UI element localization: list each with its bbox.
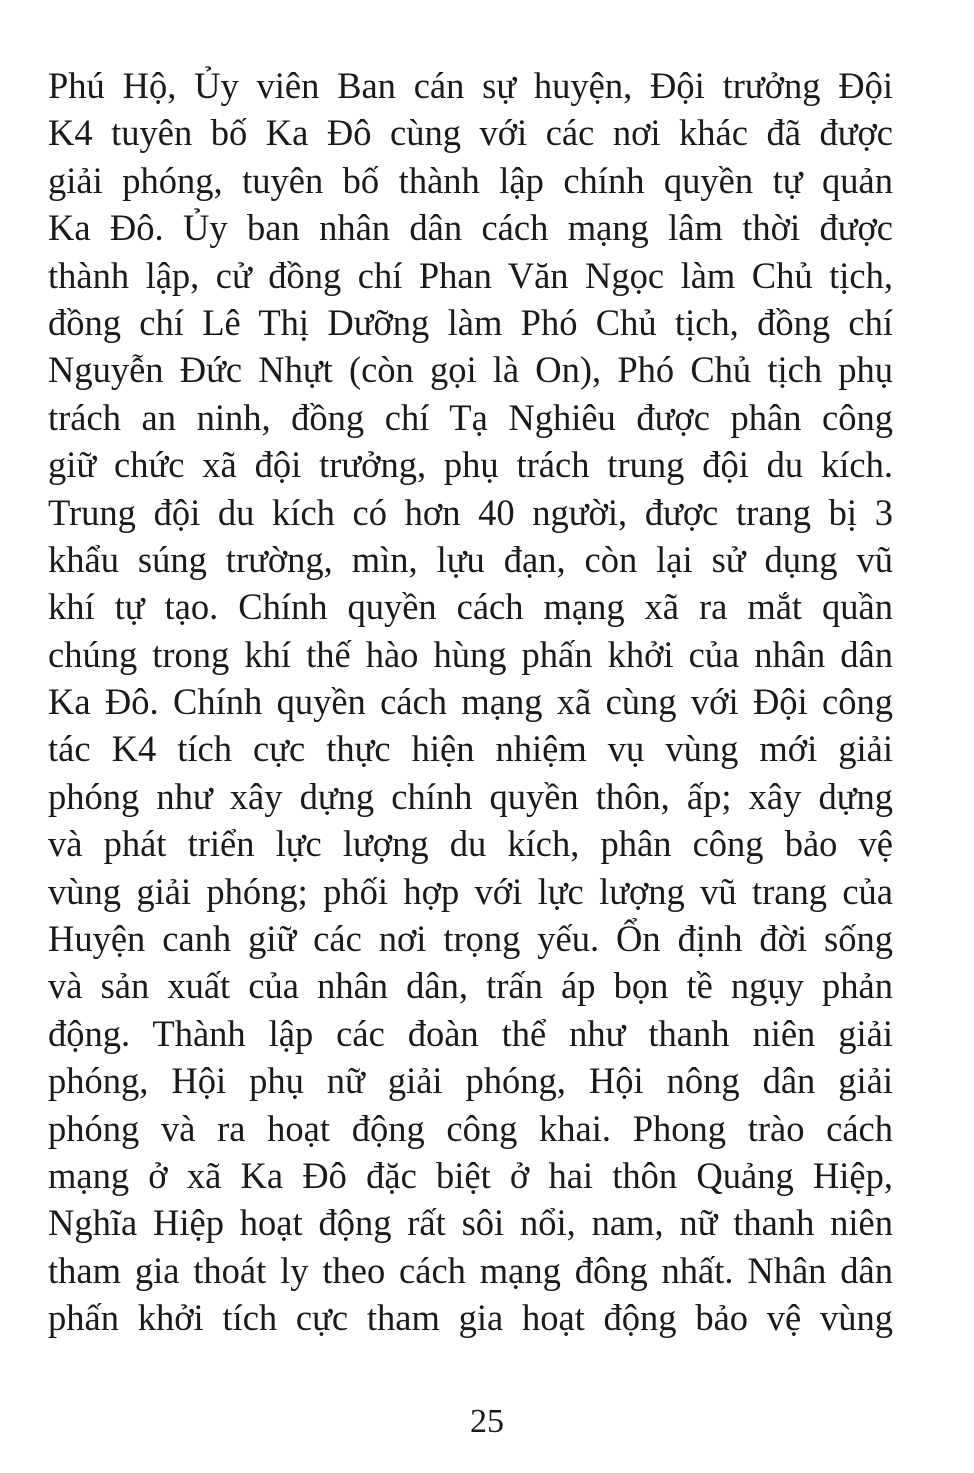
text-line: Ka Đô. Chính quyền cách mạng xã cùng với Đội công bbox=[48, 681, 893, 723]
text-line: trách an ninh, đồng chí Tạ Nghiêu được phân công bbox=[48, 396, 893, 438]
text-line: Nguyễn Đức Nhựt (còn gọi là On), Phó Chủ tịch phụ bbox=[48, 349, 893, 391]
text-line: thành lập, cử đồng chí Phan Văn Ngọc làm Chủ tịch, bbox=[48, 254, 893, 296]
text-line: Huyện canh giữ các nơi trọng yếu. Ổn định đời sống bbox=[48, 918, 893, 960]
text-line: phóng, Hội phụ nữ giải phóng, Hội nông dân giải bbox=[48, 1060, 893, 1102]
text-line: động. Thành lập các đoàn thể như thanh niên giải bbox=[48, 1012, 893, 1054]
text-line: đồng chí Lê Thị Dưỡng làm Phó Chủ tịch, đồng chí bbox=[48, 301, 893, 343]
text-line: Nghĩa Hiệp hoạt động rất sôi nổi, nam, nữ thanh niên bbox=[48, 1202, 893, 1244]
text-line: phóng như xây dựng chính quyền thôn, ấp; xây dựng bbox=[48, 775, 893, 817]
text-line: tham gia thoát ly theo cách mạng đông nhất. Nhân dân bbox=[48, 1249, 893, 1291]
page-number: 25 bbox=[470, 1403, 504, 1440]
text-line: Phú Hộ, Ủy viên Ban cán sự huyện, Đội trưởng Đội bbox=[48, 65, 893, 106]
text-line: phấn khởi tích cực tham gia hoạt động bảo vệ vùng bbox=[48, 1297, 893, 1339]
text-line: chúng trong khí thế hào hùng phấn khởi của nhân dân bbox=[48, 633, 893, 675]
text-line: khí tự tạo. Chính quyền cách mạng xã ra mắt quần bbox=[48, 586, 893, 628]
text-line: Trung đội du kích có hơn 40 người, được trang bị 3 bbox=[48, 491, 893, 533]
body-text bbox=[48, 62, 893, 1342]
text-line: tác K4 tích cực thực hiện nhiệm vụ vùng mới giải bbox=[48, 728, 893, 770]
text-line: phóng và ra hoạt động công khai. Phong trào cách bbox=[48, 1107, 893, 1149]
text-line: khẩu súng trường, mìn, lựu đạn, còn lại sử dụng vũ bbox=[48, 538, 893, 580]
text-line: giải phóng, tuyên bố thành lập chính quyền tự quản bbox=[48, 159, 893, 201]
text-line: mạng ở xã Ka Đô đặc biệt ở hai thôn Quảng Hiệp, bbox=[48, 1154, 893, 1196]
text-line: vùng giải phóng; phối hợp với lực lượng vũ trang của bbox=[48, 870, 893, 912]
text-line: K4 tuyên bố Ka Đô cùng với các nơi khác đã được bbox=[48, 112, 893, 154]
text-line: giữ chức xã đội trưởng, phụ trách trung đội du kích. bbox=[48, 444, 893, 486]
text-line: Ka Đô. Ủy ban nhân dân cách mạng lâm thời được bbox=[48, 207, 893, 249]
text-line: và phát triển lực lượng du kích, phân công bảo vệ bbox=[48, 823, 893, 865]
text-line: và sản xuất của nhân dân, trấn áp bọn tề ngụy phản bbox=[48, 965, 893, 1007]
